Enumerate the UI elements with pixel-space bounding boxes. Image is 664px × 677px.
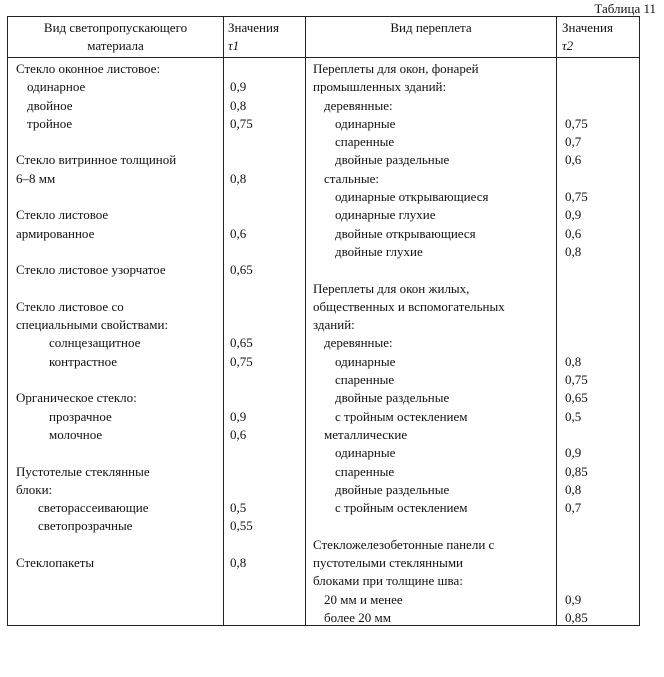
frame-value — [565, 78, 635, 96]
frame-value — [565, 334, 635, 352]
material-label: Стекло листовое со — [16, 298, 124, 314]
material-label: светорассеивающие — [38, 500, 149, 516]
frame-value: 0,5 — [565, 408, 582, 424]
material-value — [230, 151, 300, 169]
material-value: 0,6 — [230, 225, 247, 241]
frame-label: спаренные — [335, 463, 395, 479]
material-label: светопрозрачные — [38, 518, 133, 534]
header-material: Вид светопропускающего материала — [43, 20, 188, 53]
material-value — [230, 188, 300, 206]
material-value: 0,75 — [230, 115, 253, 131]
frame-label: зданий: — [313, 317, 355, 333]
material-label: специальными свойствами: — [16, 317, 169, 333]
material-value: 0,65 — [230, 335, 253, 351]
material-value — [230, 444, 300, 462]
material-label: Органическое стекло: — [16, 390, 137, 406]
material-label: двойное — [27, 97, 73, 113]
value-1-column — [230, 60, 300, 572]
frame-value — [565, 97, 635, 115]
frame-label: пустотелыми стеклянными — [313, 555, 464, 571]
frame-label: Переплеты для окон, фонарей — [313, 61, 479, 76]
frame-label: общественных и вспомогательных — [313, 298, 505, 314]
frame-value: 0,9 — [565, 445, 582, 461]
material-label — [16, 243, 226, 261]
frame-value: 0,6 — [565, 152, 582, 168]
material-value — [230, 371, 300, 389]
material-label: одинарное — [27, 79, 86, 95]
frame-value — [565, 536, 635, 554]
frame-value — [565, 426, 635, 444]
frame-value — [565, 280, 635, 298]
frame-value: 0,8 — [565, 481, 582, 497]
glazing-table — [7, 16, 640, 626]
frame-label: 20 мм и менее — [324, 591, 403, 607]
material-label: Стекло листовое узорчатое — [16, 262, 166, 278]
frame-value: 0,8 — [565, 243, 582, 259]
frame-label: с тройным остеклением — [335, 500, 468, 516]
value-2-column — [565, 60, 635, 627]
frame-label: Переплеты для окон жилых, — [313, 280, 470, 296]
material-value: 0,8 — [230, 555, 247, 571]
frame-value — [565, 316, 635, 334]
frame-value — [565, 572, 635, 590]
material-label — [16, 536, 226, 554]
frame-label: одинарные — [335, 115, 396, 131]
frame-value — [565, 170, 635, 188]
material-label: Стекло оконное листовое: — [16, 61, 161, 76]
frame-value: 0,9 — [565, 207, 582, 223]
frame-value — [565, 554, 635, 572]
frame-value: 0,75 — [565, 372, 588, 388]
header-value-1: Значения τ1 — [228, 20, 279, 53]
frame-label: деревянные: — [324, 97, 393, 113]
frame-column — [313, 60, 558, 627]
frame-value: 0,65 — [565, 390, 588, 406]
material-value — [230, 60, 300, 78]
material-label: Стекло витринное толщиной — [16, 152, 177, 168]
frame-label: двойные открывающиеся — [335, 225, 476, 241]
frame-label: спаренные — [335, 134, 395, 150]
material-label: Пустотелые стеклянные — [16, 463, 150, 479]
material-label — [16, 188, 226, 206]
material-value — [230, 316, 300, 334]
material-value: 0,9 — [230, 79, 247, 95]
frame-value: 0,85 — [565, 609, 588, 625]
frame-label: одинарные — [335, 353, 396, 369]
frame-label: одинарные — [335, 445, 396, 461]
frame-value: 0,85 — [565, 463, 588, 479]
table-caption: Таблица 11 — [594, 1, 656, 16]
frame-value: 0,7 — [565, 500, 582, 516]
material-value: 0,65 — [230, 262, 253, 278]
material-label — [16, 444, 226, 462]
frame-label: двойные глухие — [335, 243, 423, 259]
frame-value: 0,7 — [565, 134, 582, 150]
material-value — [230, 481, 300, 499]
frame-label: двойные раздельные — [335, 481, 450, 497]
frame-label: одинарные открывающиеся — [335, 189, 489, 205]
header-value-2: Значения τ2 — [562, 20, 613, 53]
frame-value — [565, 261, 635, 279]
frame-value — [565, 298, 635, 316]
frame-value — [565, 517, 635, 535]
frame-label — [313, 517, 558, 535]
material-label — [16, 371, 226, 389]
frame-label: Стекложелезобетонные панели с — [313, 536, 495, 552]
material-label: прозрачное — [49, 408, 112, 424]
material-column — [16, 60, 226, 572]
material-value — [230, 206, 300, 224]
material-value: 0,75 — [230, 353, 253, 369]
material-value: 0,55 — [230, 518, 253, 534]
header-frame: Вид переплета — [390, 20, 472, 35]
frame-label: с тройным остеклением — [335, 408, 468, 424]
material-value — [230, 243, 300, 261]
frame-value: 0,75 — [565, 189, 588, 205]
material-label: тройное — [27, 115, 73, 131]
frame-label: деревянные: — [324, 335, 393, 351]
frame-label: металлические — [324, 426, 408, 442]
frame-value: 0,6 — [565, 225, 582, 241]
material-label: молочное — [49, 426, 103, 442]
material-label: 6–8 мм — [16, 170, 56, 186]
frame-label: более 20 мм — [324, 609, 391, 625]
material-label: солнцезащитное — [49, 335, 141, 351]
material-value — [230, 536, 300, 554]
frame-label — [313, 261, 558, 279]
material-value: 0,6 — [230, 426, 247, 442]
material-label — [16, 280, 226, 298]
frame-label: двойные раздельные — [335, 390, 450, 406]
material-value: 0,8 — [230, 170, 247, 186]
material-value — [230, 298, 300, 316]
frame-value — [565, 60, 635, 78]
material-value — [230, 280, 300, 298]
material-label: армированное — [16, 225, 95, 241]
material-value: 0,5 — [230, 500, 247, 516]
frame-value: 0,8 — [565, 353, 582, 369]
frame-label: блоками при толщине шва: — [313, 573, 463, 589]
frame-value: 0,9 — [565, 591, 582, 607]
material-label — [16, 133, 226, 151]
material-label: Стеклопакеты — [16, 555, 95, 571]
frame-label: двойные раздельные — [335, 152, 450, 168]
material-label: блоки: — [16, 481, 53, 497]
material-value: 0,9 — [230, 408, 247, 424]
material-value: 0,8 — [230, 97, 247, 113]
material-value — [230, 463, 300, 481]
material-value — [230, 133, 300, 151]
frame-label: одинарные глухие — [335, 207, 436, 223]
frame-label: стальные: — [324, 170, 379, 186]
header-divider — [8, 57, 639, 58]
material-label: Стекло листовое — [16, 207, 109, 223]
column-divider — [305, 17, 306, 625]
material-value — [230, 389, 300, 407]
frame-label: промышленных зданий: — [313, 79, 447, 95]
material-label: контрастное — [49, 353, 118, 369]
frame-value: 0,75 — [565, 115, 588, 131]
frame-label: спаренные — [335, 372, 395, 388]
